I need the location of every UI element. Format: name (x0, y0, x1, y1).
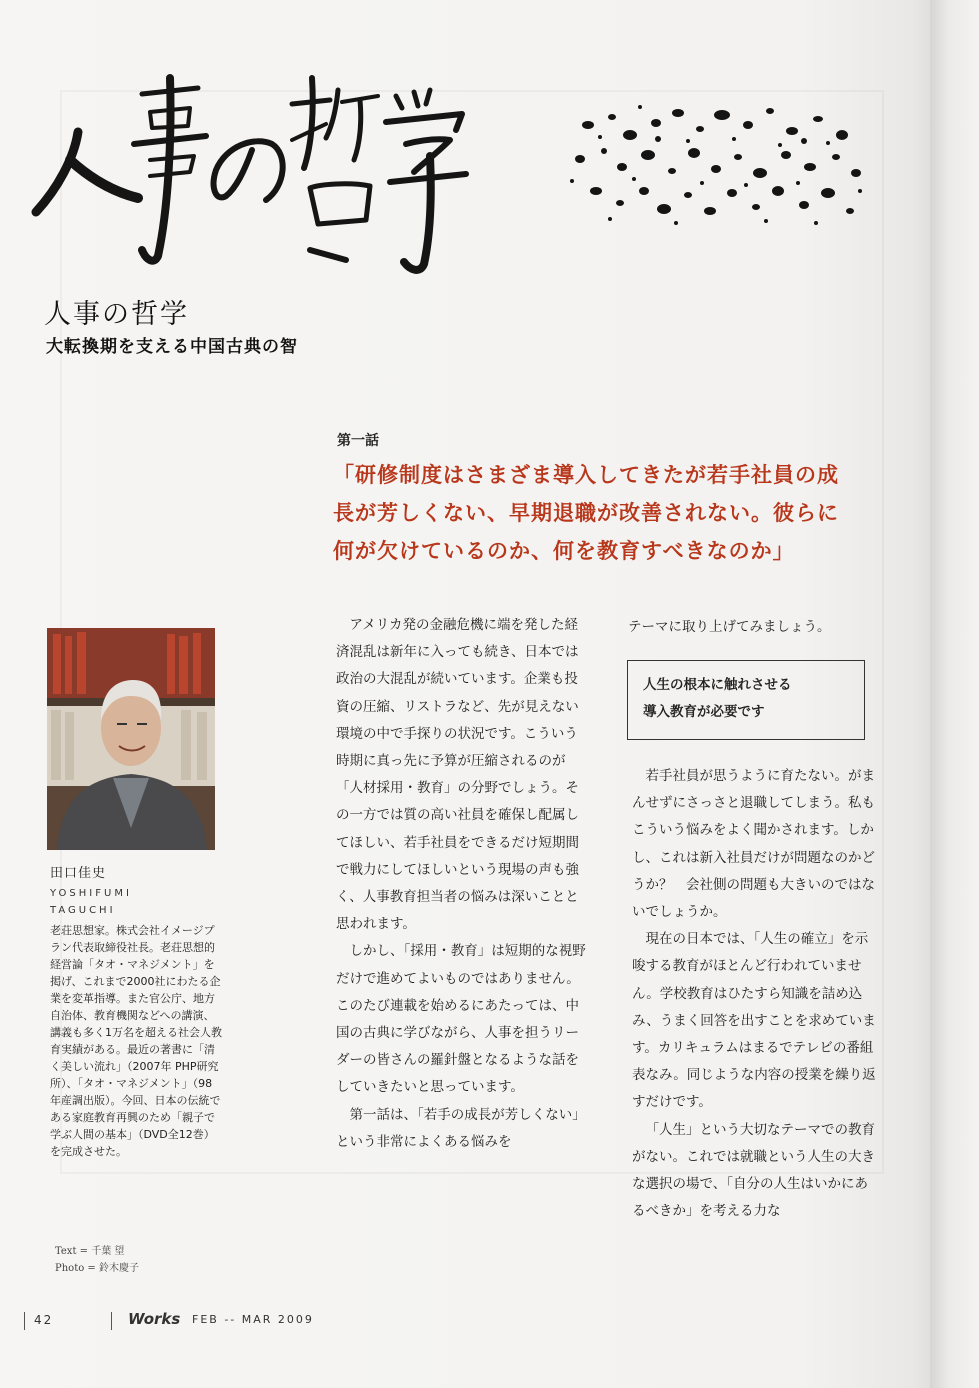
ink-splatter-artwork (560, 95, 870, 230)
episode-headline (333, 456, 873, 570)
body-paragraph: 第一話は、「若手の成長が芳しくない」という非常によくある悩みを (336, 1106, 586, 1150)
page-subtitle: 大転換期を支える中国古典の智 (46, 337, 298, 357)
body-column-2-top (628, 614, 878, 641)
page-number: 42 (34, 1313, 54, 1327)
page-title: 人事の哲学 (44, 299, 189, 330)
episode-label: 第一話 (337, 433, 379, 449)
author-name: 田口佳史 (50, 866, 107, 881)
author-roman-first: YOSHIFUMI (50, 888, 132, 899)
page-footer (20, 1310, 380, 1332)
author-roman-last: TAGUCHI (50, 905, 116, 916)
body-column-1 (336, 612, 588, 1156)
footer-rule (24, 1312, 25, 1330)
photo-credit: Photo = 鈴木慶子 (55, 1263, 139, 1274)
headline-line: 何が欠けているのか、何を教育すべきなのか」 (333, 539, 795, 563)
body-paragraph: 若手社員が思うように育たない。がまんせずにさっさと退職してしまう。私もこういう悩みをよく聞かされます。しかし、これは新入社員だけが問題なのかどうか？ 会社側の問題も大きいのではないでしょうか。 (632, 768, 875, 921)
page-gutter-shadow (930, 0, 979, 1388)
body-paragraph: アメリカ発の金融危機に端を発した経済混乱は新年に入っても続き、日本では政治の大混乱が続いています。企業も投資の圧縮、リストラなど、先が見えない環境の中で手探りの状況です。こういう時期に真っ先に予算が圧縮されるのが「人材採用・教育」の分野でしょう。その一方では質の高い社員を確保し配属してほしい、若手社員をできるだけ短期間で戦力にしてほしいという現場の声も強く、人事教育担当者の悩みは深いことと思われます。 (336, 617, 579, 933)
body-paragraph: しかし、「採用・教育」は短期的な視野だけで進めてよいものではありません。このたび連載を始めるにあたっては、中国の古典に学びながら、人事を担うリーダーの皆さんの羅針盤となるような話をしていきたいと思っています。 (336, 943, 586, 1096)
headline-line: 長が芳しくない、早期退職が改善されない。彼らに (333, 501, 839, 525)
author-bio: 老荘思想家。株式会社イメージプラン代表取締役社長。老荘思想的経営論「タオ・マネジメント」を掲げ、これまで2000社にわたる企業を変革指導。また官公庁、地方自治体、教育機関などへの講演、講義も多く1万名を超える社会人教育実績がある。最近の著書に「清く美しい流れ」（2007年 PHP研究所）、「タオ・マネジメント」（98年産調出版）。今回、日本の伝統である家庭教育再興のため「親子で学ぶ人間の基本」（DVD全12巻）を完成させた。 (50, 924, 222, 1158)
author-portrait-photo (47, 628, 215, 850)
text-credit: Text = 千葉 望 (55, 1246, 125, 1257)
magazine-name: Works (128, 1310, 181, 1328)
body-paragraph: 現在の日本では、「人生の確立」を示唆する教育がほとんど行われていません。学校教育はひたすら知識を詰め込み、うまく回答を出すことを求めています。カリキュラムはまるでテレビの番組表なみ。同じような内容の授業を繰り返すだけです。 (632, 931, 876, 1111)
issue-date: FEB -- MAR 2009 (192, 1313, 314, 1326)
section-heading-line: 人生の根本に触れさせる (643, 677, 792, 693)
body-column-2 (632, 763, 880, 1225)
section-heading-box (627, 660, 865, 740)
body-paragraph: 「人生」という大切なテーマでの教育がない。これでは就職という人生の大きな選択の場で、「自分の人生はいかにあるべきか」を考える力な (632, 1121, 875, 1220)
body-paragraph: テーマに取り上げてみましょう。 (628, 619, 831, 635)
section-heading-line: 導入教育が必要です (643, 704, 765, 720)
footer-rule (111, 1312, 112, 1330)
calligraphy-title-artwork (30, 60, 470, 280)
headline-line: 「研修制度はさまざま導入してきたが若手社員の成 (333, 463, 839, 487)
credits (55, 1243, 139, 1277)
author-name-roman (50, 885, 132, 919)
